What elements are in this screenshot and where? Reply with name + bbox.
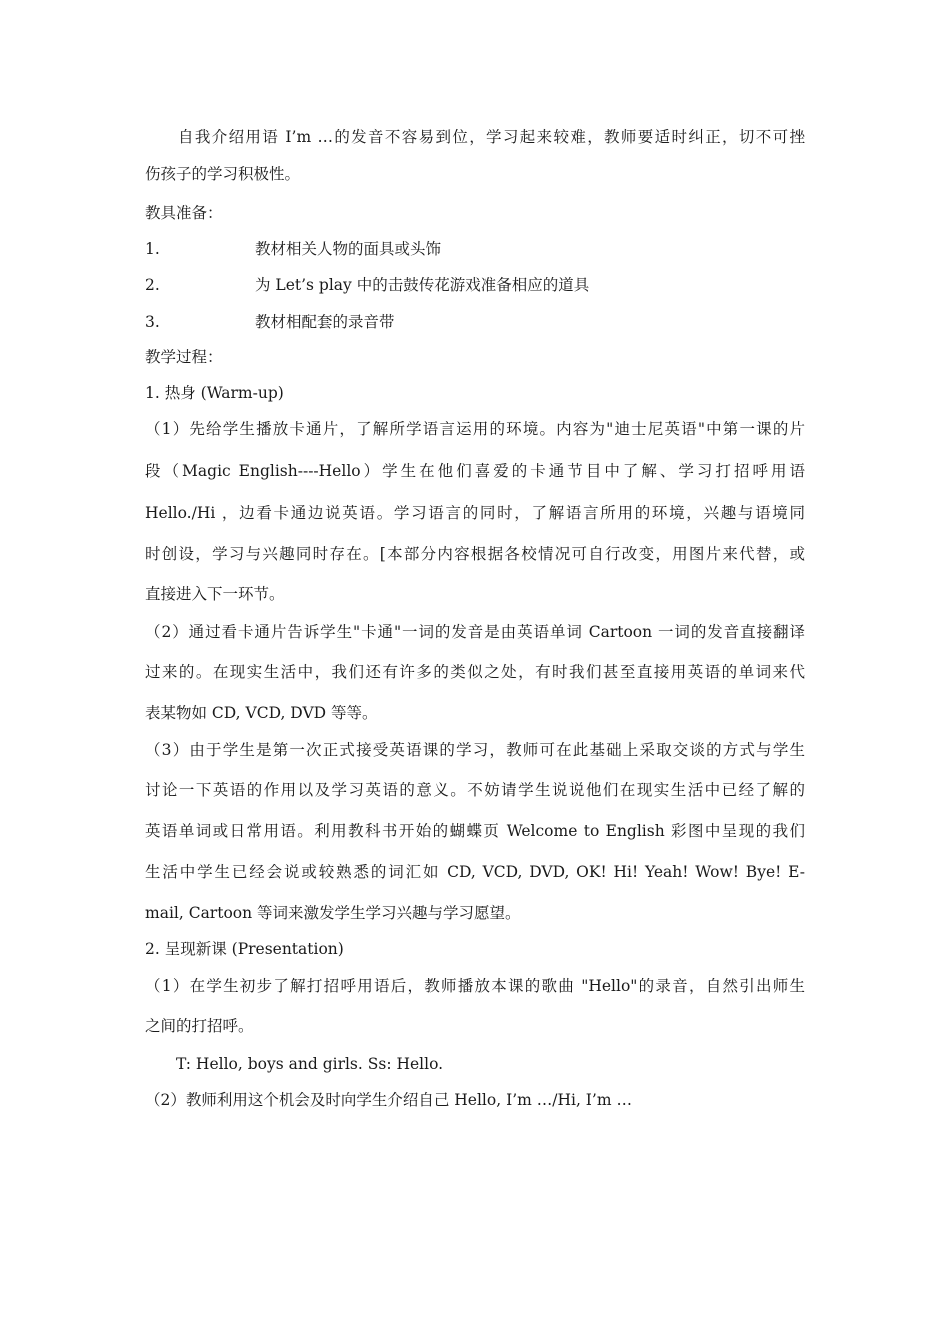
list-number: 3. [145, 313, 160, 331]
paragraph-line: （3）由于学生是第一次正式接受英语课的学习，教师可在此基础上采取交谈的方式与学生 [145, 741, 805, 759]
section-heading-process: 教学过程： [145, 348, 223, 366]
paragraph-line: （2）教师利用这个机会及时向学生介绍自己 Hello, I’m …/Hi, I’m … [145, 1091, 632, 1109]
paragraph-line: 表某物如 CD, VCD, DVD 等等。 [145, 704, 378, 722]
list-item: 教材相关人物的面具或头饰 [255, 240, 442, 258]
dialogue-line: T: Hello, boys and girls. Ss: Hello. [176, 1055, 444, 1073]
paragraph-line: 直接进入下一环节。 [145, 585, 285, 603]
paragraph-line: 时创设，学习与兴趣同时存在。[本部分内容根据各校情况可自行改变，用图片来代替，或 [145, 545, 805, 563]
list-item: 为 Let’s play 中的击鼓传花游戏准备相应的道具 [255, 276, 590, 294]
step-heading-presentation: 2. 呈现新课 (Presentation) [145, 940, 344, 958]
list-number: 2. [145, 276, 160, 294]
paragraph-line: 生活中学生已经会说或较熟悉的词汇如 CD, VCD, DVD, OK! Hi! Yeah! Wow! Bye! E- [145, 863, 805, 881]
paragraph-line: 段（Magic English----Hello）学生在他们喜爱的卡通节目中了解、学习打招呼用语 [145, 462, 805, 480]
list-number: 1. [145, 240, 160, 258]
section-heading-materials: 教具准备： [145, 204, 223, 222]
paragraph-line: （1）先给学生播放卡通片，了解所学语言运用的环境。内容为"迪士尼英语"中第一课的片 [145, 420, 805, 438]
paragraph-line: 过来的。在现实生活中，我们还有许多的类似之处，有时我们甚至直接用英语的单词来代 [145, 663, 805, 681]
paragraph-line: （1）在学生初步了解打招呼用语后，教师播放本课的歌曲 "Hello"的录音，自然引出师生 [145, 977, 805, 995]
paragraph-line: Hello./Hi ，边看卡通边说英语。学习语言的同时，了解语言所用的环境，兴趣与语境同 [145, 504, 805, 522]
paragraph-line: 伤孩子的学习积极性。 [145, 165, 301, 183]
step-heading-warmup: 1. 热身 (Warm-up) [145, 384, 284, 402]
paragraph-line: 讨论一下英语的作用以及学习英语的意义。不妨请学生说说他们在现实生活中已经了解的 [145, 781, 805, 799]
paragraph-line: （2）通过看卡通片告诉学生"卡通"一词的发音是由英语单词 Cartoon 一词的发音直接翻译 [145, 623, 805, 641]
paragraph-line: 自我介绍用语 I’m …的发音不容易到位，学习起来较难，教师要适时纠正，切不可挫 [178, 128, 805, 146]
paragraph-line: 之间的打招呼。 [145, 1017, 254, 1035]
paragraph-line: 英语单词或日常用语。利用教科书开始的蝴蝶页 Welcome to English 彩图中呈现的我们 [145, 822, 805, 840]
paragraph-line: mail, Cartoon 等词来激发学生学习兴趣与学习愿望。 [145, 904, 521, 922]
list-item: 教材相配套的录音带 [255, 313, 395, 331]
